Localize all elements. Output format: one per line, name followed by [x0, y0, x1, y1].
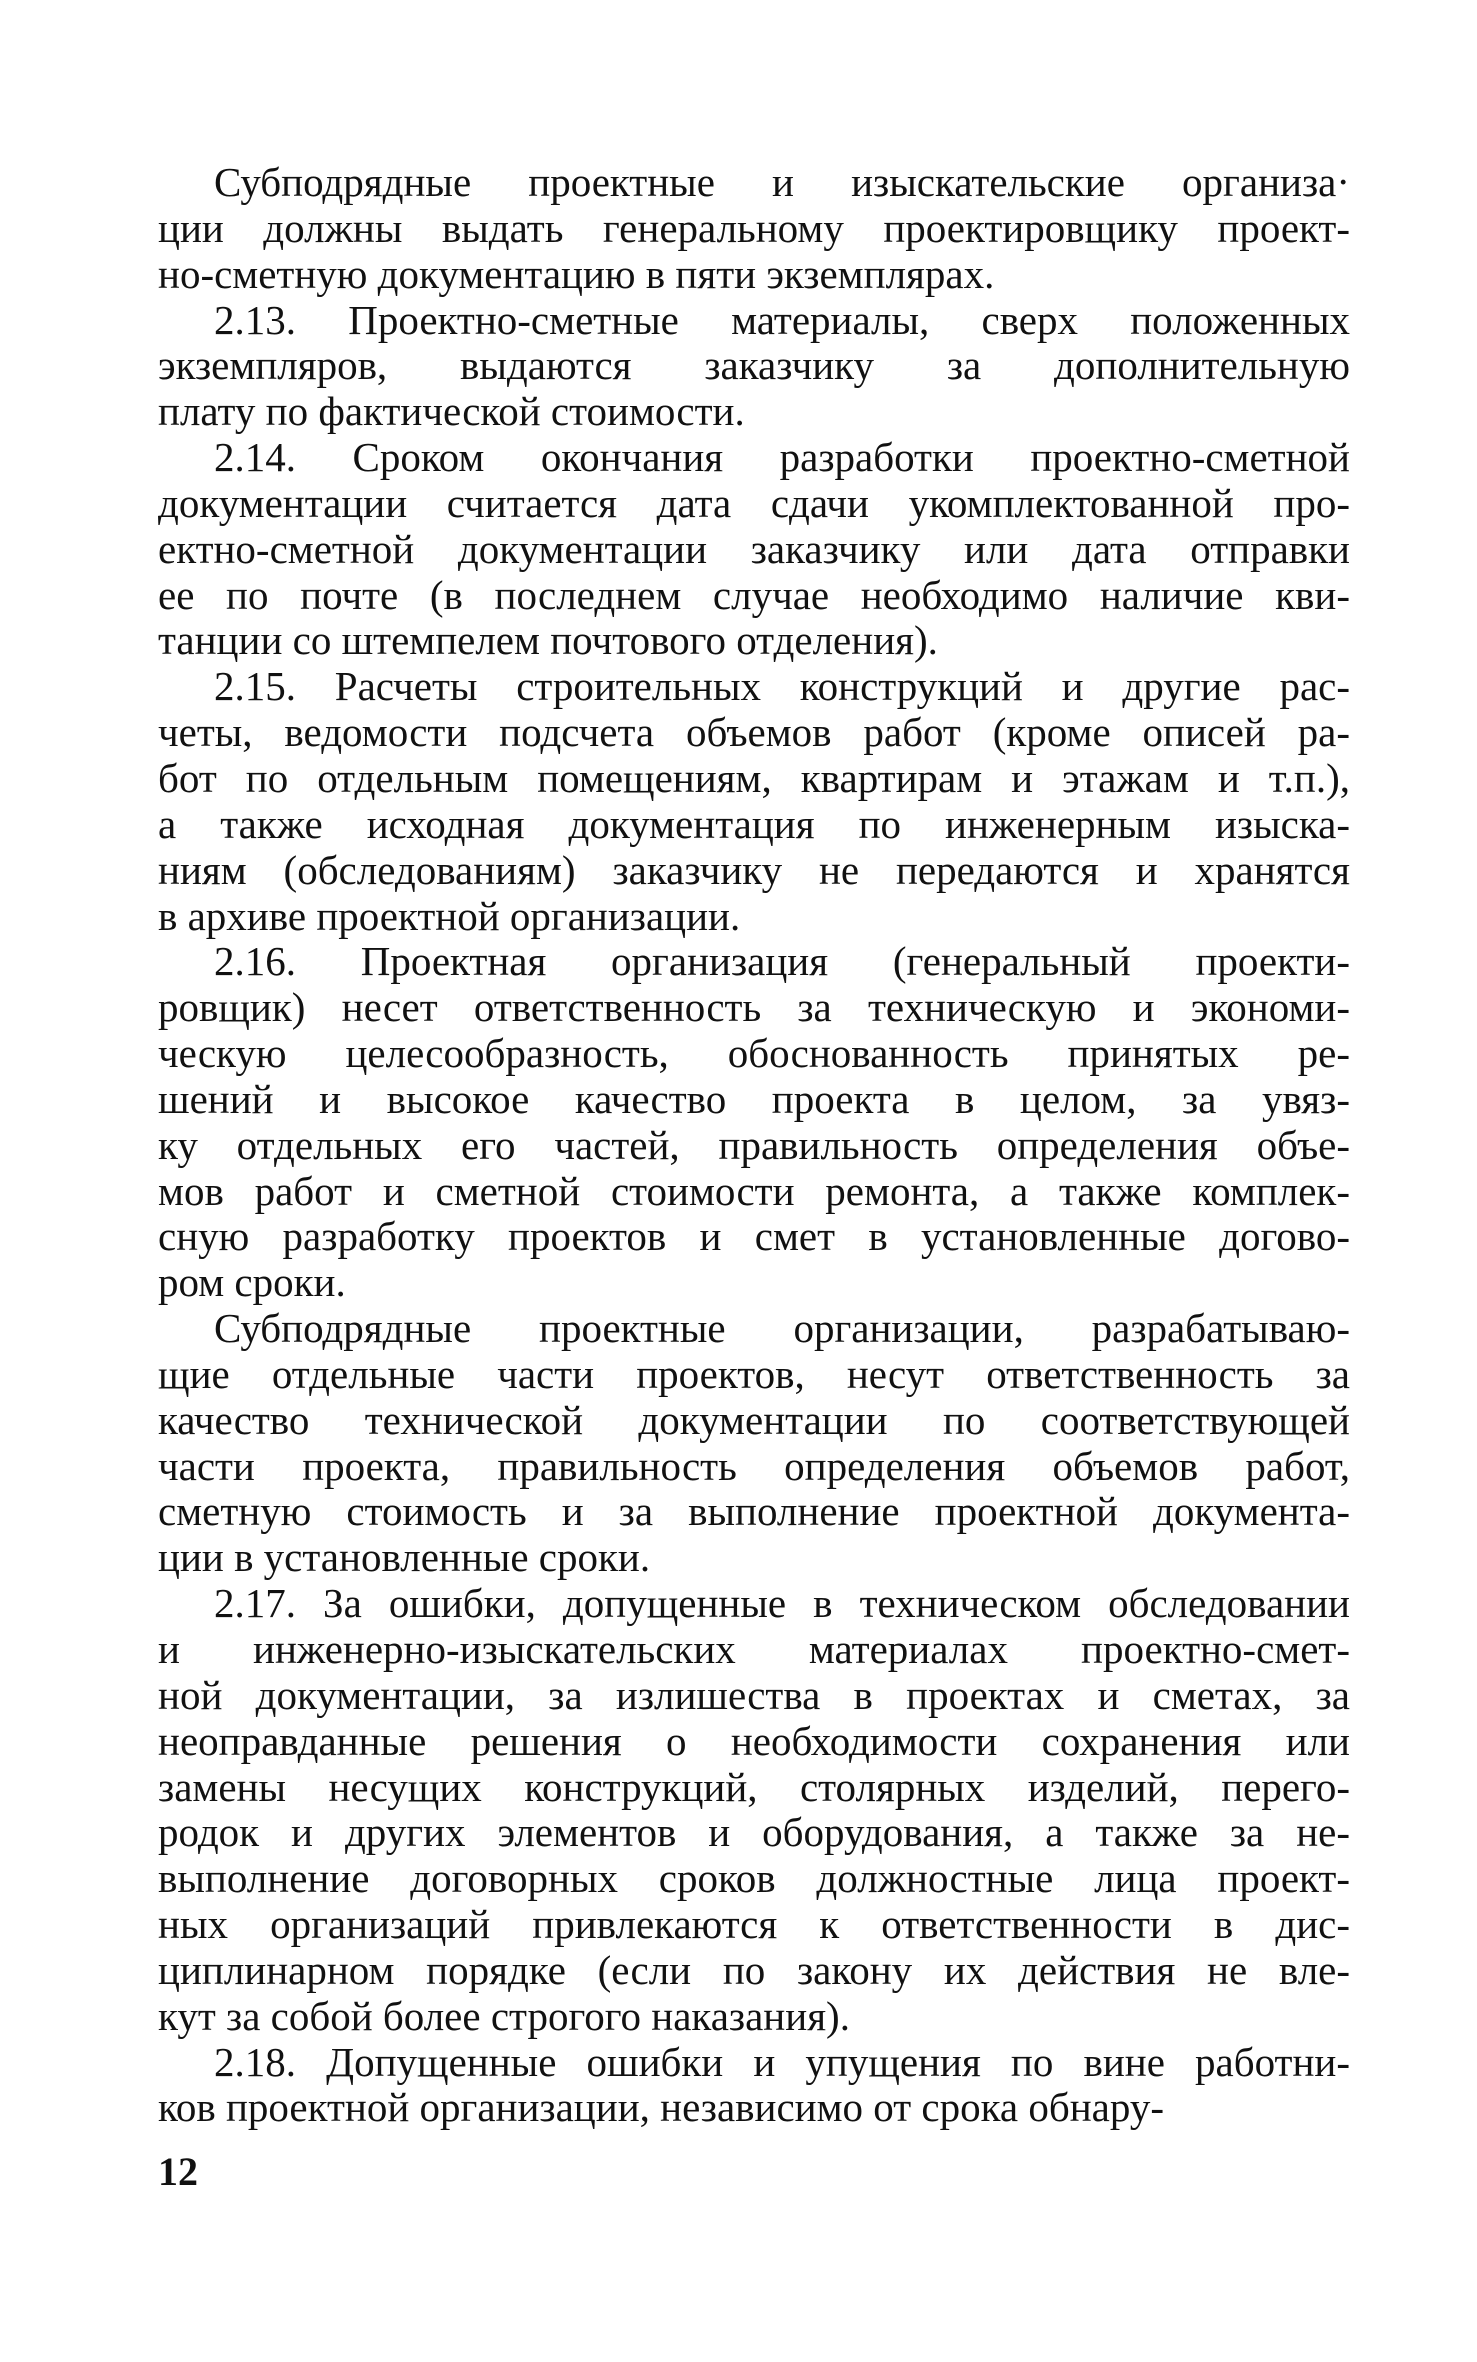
- text-line: 2.16. Проектная организация (генеральный проекти-: [214, 939, 1350, 985]
- text-line: танции со штемпелем почтового отделения).: [158, 618, 938, 664]
- text-line: экземпляров, выдаются заказчику за дополнительную: [158, 343, 1350, 389]
- text-line: ее по почте (в последнем случае необходимо наличие кви-: [158, 572, 1350, 618]
- text-line: Субподрядные проектные организации, разрабатываю-: [214, 1306, 1350, 1352]
- text-line: 2.15. Расчеты строительных конструкций и другие рас-: [214, 664, 1350, 710]
- text-line: 2.18. Допущенные ошибки и упущения по вине работни-: [214, 2039, 1350, 2085]
- text-line: циплинарном порядке (если по закону их действия не вле-: [158, 1947, 1350, 1993]
- paragraph-subcontractor-copies: [158, 160, 1350, 298]
- text-line: ной документации, за излишества в проектах и сметах, за: [158, 1672, 1350, 1718]
- page-number: 12: [158, 2149, 198, 2194]
- text-line: документации считается дата сдачи укомплектованной про-: [158, 480, 1350, 526]
- text-line: бот по отдельным помещениям, квартирам и этажам и т.п.),: [158, 755, 1350, 801]
- text-line: и инженерно-изыскательских материалах проектно-смет-: [158, 1627, 1350, 1672]
- text-line: а также исходная документация по инженерным изыска-: [158, 801, 1350, 847]
- text-line: сметную стоимость и за выполнение проектной документа-: [158, 1489, 1350, 1535]
- text-line: части проекта, правильность определения объемов работ,: [158, 1443, 1350, 1489]
- text-line: шений и высокое качество проекта в целом, за увяз-: [158, 1076, 1350, 1122]
- paragraph-clause-2-18: [158, 2040, 1350, 2132]
- text-line: плату по фактической стоимости.: [158, 389, 745, 435]
- text-line: четы, ведомости подсчета объемов работ (кроме описей ра-: [158, 710, 1350, 756]
- text-line: замены несущих конструкций, столярных изделий, перего-: [158, 1764, 1350, 1810]
- text-line: Субподрядные проектные и изыскательские организа·: [214, 160, 1350, 205]
- paragraph-clause-2-17: [158, 1581, 1350, 2039]
- text-line: ных организаций привлекаются к ответственности в дис-: [158, 1902, 1350, 1948]
- text-line: мов работ и сметной стоимости ремонта, а также комплек-: [158, 1168, 1350, 1214]
- text-line: ром сроки.: [158, 1260, 346, 1306]
- paragraph-clause-2-13: [158, 298, 1350, 436]
- text-line: щие отдельные части проектов, несут ответственность за: [158, 1351, 1350, 1397]
- text-line: ровщик) несет ответственность за техническую и экономи-: [158, 985, 1350, 1031]
- text-line: 2.17. За ошибки, допущенные в техническом обследовании: [214, 1581, 1350, 1627]
- text-line: 2.13. Проектно-сметные материалы, сверх положенных: [214, 297, 1350, 343]
- text-line: качество технической документации по соответствующей: [158, 1397, 1350, 1443]
- paragraph-clause-2-15: [158, 664, 1350, 939]
- paragraph-subcontractor-responsibility: [158, 1306, 1350, 1581]
- text-line: ку отдельных его частей, правильность определения объе-: [158, 1122, 1350, 1168]
- body-text: [158, 160, 1350, 2131]
- paragraph-clause-2-14: [158, 435, 1350, 664]
- text-line: но-сметную документацию в пяти экземплярах.: [158, 251, 995, 297]
- text-line: ции в установленные сроки.: [158, 1535, 651, 1581]
- text-line: ниям (обследованиям) заказчику не передаются и хранятся: [158, 847, 1350, 893]
- text-line: ков проектной организации, независимо от срока обнару-: [158, 2085, 1164, 2131]
- text-line: родок и других элементов и оборудования, а также за не-: [158, 1810, 1350, 1856]
- text-line: выполнение договорных сроков должностные лица проект-: [158, 1856, 1350, 1902]
- text-line: 2.14. Сроком окончания разработки проектно-сметной: [214, 435, 1350, 481]
- text-line: в архиве проектной организации.: [158, 893, 741, 939]
- paragraph-clause-2-16: [158, 939, 1350, 1306]
- text-line: ческую целесообразность, обоснованность принятых ре-: [158, 1031, 1350, 1077]
- text-line: ектно-сметной документации заказчику или дата отправки: [158, 526, 1350, 572]
- text-line: кут за собой более строгого наказания).: [158, 1993, 850, 2039]
- text-line: неоправданные решения о необходимости сохранения или: [158, 1718, 1350, 1764]
- text-line: ции должны выдать генеральному проектировщику проект-: [158, 205, 1350, 251]
- text-line: сную разработку проектов и смет в установленные догово-: [158, 1214, 1350, 1260]
